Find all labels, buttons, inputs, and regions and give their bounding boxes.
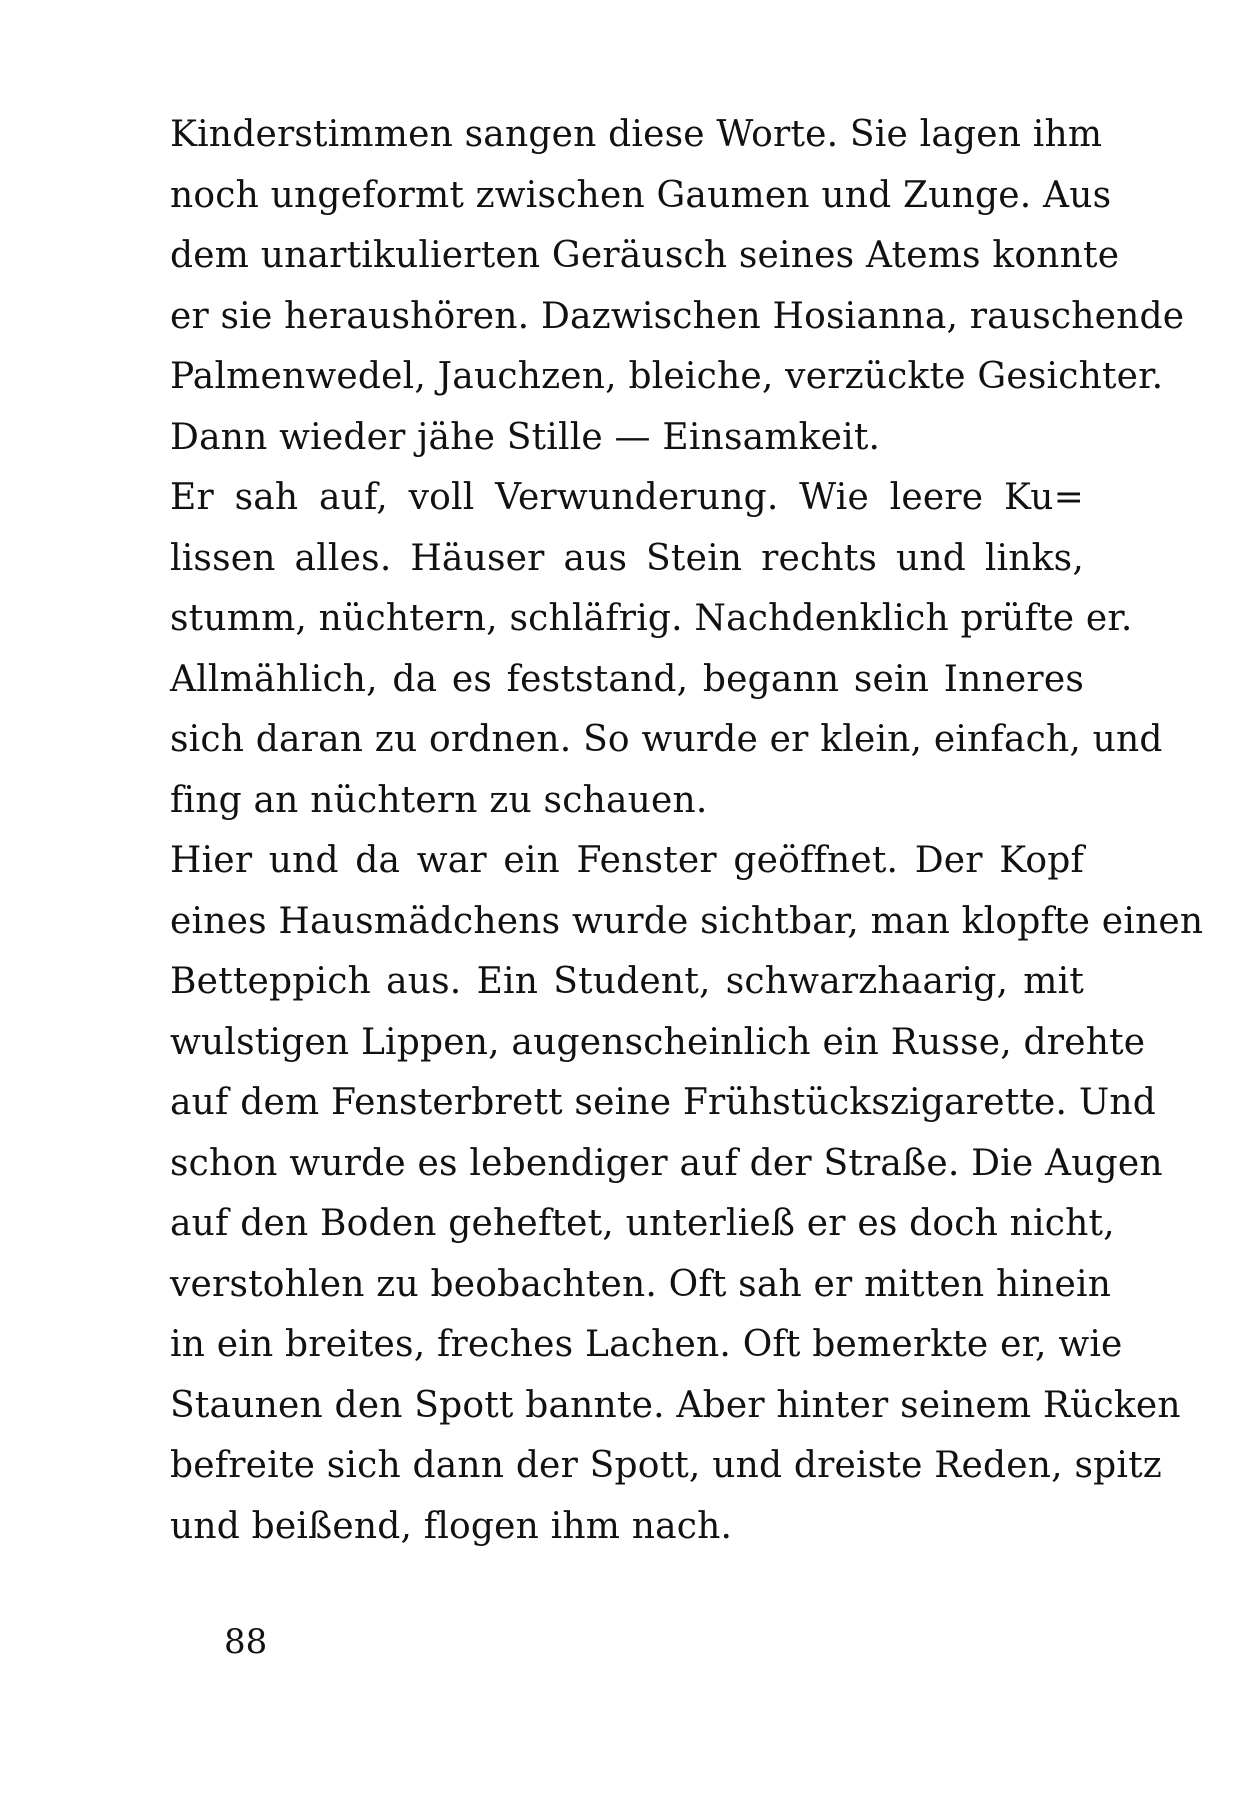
text-line: dem unartikulierten Geräusch seines Atems konnte [170, 235, 1120, 276]
paragraph-2 [170, 468, 1163, 831]
text-line: Allmählich, da es feststand, begann sein Inneres [170, 658, 1084, 700]
text-line: fing an nüchtern zu schauen. [170, 779, 708, 821]
text-line: in ein breites, freches Lachen. Oft bemerkte er, wie [170, 1324, 1123, 1365]
text-line: Dann wieder jähe Stille — Einsamkeit. [170, 416, 881, 458]
text-line: stumm, nüchtern, schläfrig. Nachdenklich prüfte er. [170, 598, 1133, 639]
text-line: lissen alles. Häuser aus Stein rechts und links, [170, 537, 1084, 579]
text-line: Hier und da war ein Fenster geöffnet. Der Kopf [170, 840, 1084, 881]
text-line: befreite sich dann der Spott, und dreiste Reden, spitz [170, 1445, 1162, 1486]
text-line: sich daran zu ordnen. So wurde er klein, einfach, und [170, 719, 1163, 760]
text-line: Betteppich aus. Ein Student, schwarzhaarig, mit [170, 961, 1084, 1002]
text-line: eines Hausmädchens wurde sichtbar, man klopfte einen [170, 900, 1204, 942]
text-line: schon wurde es lebendiger auf der Straße. Die Augen [170, 1142, 1163, 1184]
text-line: Er sah auf, voll Verwunderung. Wie leere Ku= [170, 477, 1084, 518]
page-number: 88 [224, 1622, 268, 1662]
text-line: Staunen den Spott bannte. Aber hinter seinem Rücken [170, 1384, 1181, 1426]
text-line: auf dem Fensterbrett seine Frühstückszigarette. Und [170, 1082, 1156, 1123]
text-line: Kinderstimmen sangen diese Worte. Sie lagen ihm [170, 114, 1103, 155]
body-text [170, 105, 1204, 1557]
text-line: er sie heraushören. Dazwischen Hosianna, rauschende [170, 295, 1185, 337]
text-line: auf den Boden geheftet, unterließ er es doch nicht, [170, 1203, 1115, 1244]
paragraph-3 [170, 831, 1204, 1557]
text-line: und beißend, flogen ihm nach. [170, 1505, 733, 1547]
text-line: wulstigen Lippen, augenscheinlich ein Russe, drehte [170, 1021, 1146, 1063]
text-line: Palmenwedel, Jauchzen, bleiche, verzückte Gesichter. [170, 356, 1164, 397]
text-line: noch ungeformt zwischen Gaumen und Zunge. Aus [170, 174, 1112, 216]
text-line: verstohlen zu beobachten. Oft sah er mitten hinein [170, 1263, 1112, 1305]
paragraph-1 [170, 105, 1185, 468]
